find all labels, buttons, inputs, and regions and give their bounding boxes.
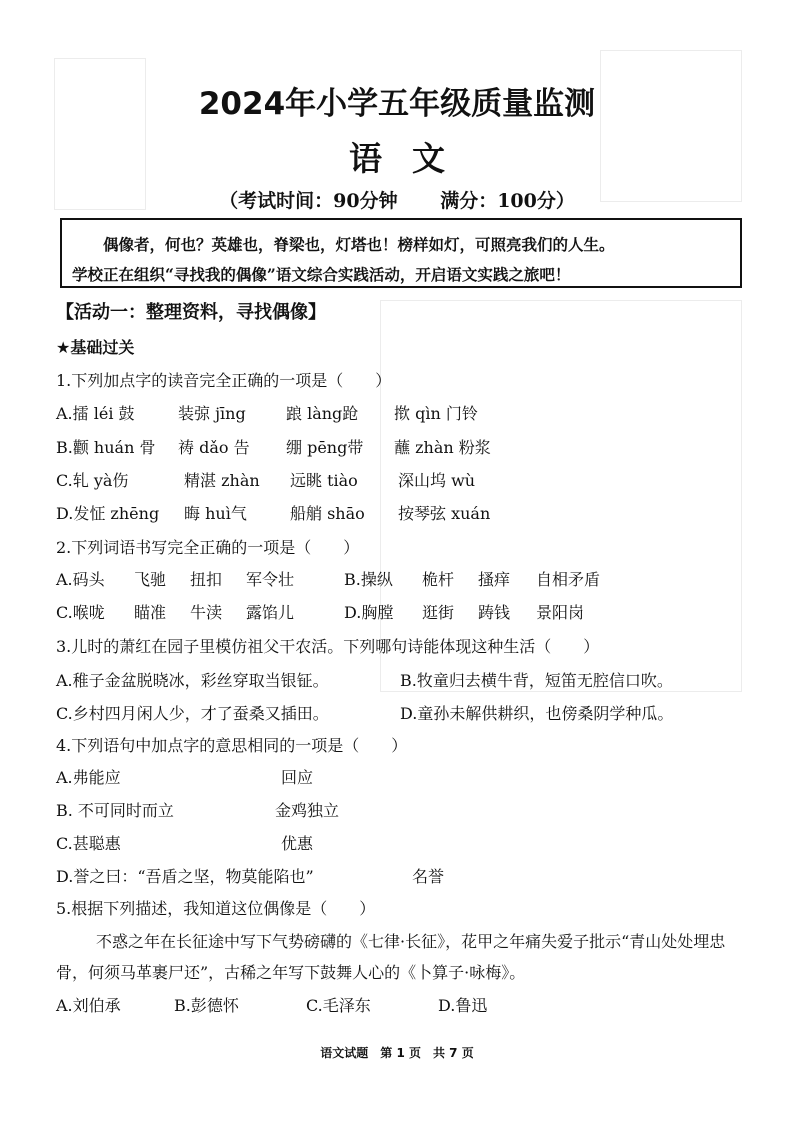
q5-option-b: B.彭德怀 — [174, 996, 239, 1015]
q1-b-2: 祷 dǎo 告 — [178, 438, 250, 457]
intro-line-2: 学校正在组织“寻找我的偶像”语文综合实践活动，开启语文实践之旅吧！ — [72, 265, 571, 284]
q2-b-3: 搔痒 — [478, 570, 511, 589]
q5-option-d: D.鲁迅 — [438, 996, 488, 1015]
q5-passage: 不惑之年在长征途中写下气势磅礴的《七律·长征》，花甲之年痛失爱子批示“青山处处埋忠骨，何须马革裹尸还”，古稀之年写下鼓舞人心的《卜算子·咏梅》。 — [56, 932, 726, 982]
intro-box — [60, 218, 742, 288]
q1-c-1: C.轧 yà伤 — [56, 471, 129, 490]
q2-a-2: 飞驰 — [134, 570, 167, 589]
q3-option-c: C.乡村四月闲人少，才了蚕桑又插田。 — [56, 704, 329, 723]
q4-a-left: A.弗能应 — [56, 768, 121, 787]
q2-c-4: 露馅儿 — [246, 603, 295, 622]
q3-option-b: B.牧童归去横牛背，短笛无腔信口吹。 — [400, 671, 673, 690]
q4-b-left: B. 不可同时而立 — [56, 801, 174, 820]
q2-d-4: 景阳岗 — [536, 603, 585, 622]
q1-a-1: A.擂 léi 鼓 — [56, 404, 135, 423]
q1-d-3: 船艄 shāo — [290, 504, 365, 523]
q1-a-3: 踉 làng跄 — [286, 404, 359, 423]
q1-d-1: D.发怔 zhēng — [56, 504, 160, 523]
q2-d-1: D.胸膛 — [344, 603, 394, 622]
q2-stem: 2.下列词语书写完全正确的一项是（ ） — [56, 538, 360, 557]
basics-heading: ★基础过关 — [56, 338, 135, 357]
q1-b-3: 绷 pēng带 — [286, 438, 364, 457]
exam-time: （考试时间：90分钟 — [219, 190, 398, 212]
q1-d-2: 晦 huì气 — [184, 504, 247, 523]
q3-stem: 3.儿时的萧红在园子里模仿祖父干农活。下列哪句诗能体现这种生活（ ） — [56, 637, 600, 656]
full-score: 满分：100分） — [440, 190, 575, 212]
exam-info — [0, 186, 794, 213]
q1-b-1: B.颧 huán 骨 — [56, 438, 156, 457]
q2-c-3: 牛渎 — [190, 603, 223, 622]
q5-option-a: A.刘伯承 — [56, 996, 121, 1015]
q2-b-1: B.操纵 — [344, 570, 393, 589]
q2-a-4: 军令壮 — [246, 570, 295, 589]
q4-d-right: 名誉 — [412, 867, 445, 886]
activity-heading: 【活动一：整理资料，寻找偶像】 — [56, 302, 326, 323]
q4-c-right: 优惠 — [281, 834, 314, 853]
q2-a-3: 扭扣 — [190, 570, 223, 589]
q2-d-2: 逛街 — [422, 603, 455, 622]
q1-stem: 1.下列加点字的读音完全正确的一项是（ ） — [56, 371, 392, 390]
q4-d-left: D.誉之曰：“吾盾之坚，物莫能陷也” — [56, 867, 314, 886]
q1-b-4: 蘸 zhàn 粉浆 — [394, 438, 491, 457]
q5-stem: 5.根据下列描述，我知道这位偶像是（ ） — [56, 899, 376, 918]
q1-c-3: 远眺 tiào — [290, 471, 358, 490]
q1-a-4: 揿 qìn 门铃 — [394, 404, 478, 423]
q2-c-2: 瞄准 — [134, 603, 167, 622]
q2-b-2: 桅杆 — [422, 570, 455, 589]
q1-c-2: 精湛 zhàn — [184, 471, 260, 490]
q4-c-left: C.甚聪惠 — [56, 834, 121, 853]
page-footer: 语文试题 第 1 页 共 7 页 — [320, 1046, 474, 1060]
q4-stem: 4.下列语句中加点字的意思相同的一项是（ ） — [56, 736, 408, 755]
exam-title: 2024年小学五年级质量监测 — [198, 86, 596, 122]
intro-line-1: 偶像者，何也？英雄也，脊梁也，灯塔也！榜样如灯，可照亮我们的人生。 — [103, 235, 615, 254]
q2-a-1: A.码头 — [56, 570, 105, 589]
q2-c-1: C.喉咙 — [56, 603, 105, 622]
q4-a-right: 回应 — [281, 768, 314, 787]
q4-b-right: 金鸡独立 — [275, 801, 340, 820]
q3-option-a: A.稚子金盆脱晓冰，彩丝穿取当银钲。 — [56, 671, 329, 690]
subject-title: 语文 — [349, 139, 475, 178]
q3-option-d: D.童孙未解供耕织，也傍桑阴学种瓜。 — [400, 704, 674, 723]
q2-b-4: 自相矛盾 — [536, 570, 601, 589]
q1-c-4: 深山坞 wù — [398, 471, 476, 490]
q1-d-4: 按琴弦 xuán — [398, 504, 491, 523]
q2-d-3: 踌钱 — [478, 603, 511, 622]
q1-a-2: 装弶 jīng — [178, 404, 246, 423]
q5-option-c: C.毛泽东 — [306, 996, 371, 1015]
